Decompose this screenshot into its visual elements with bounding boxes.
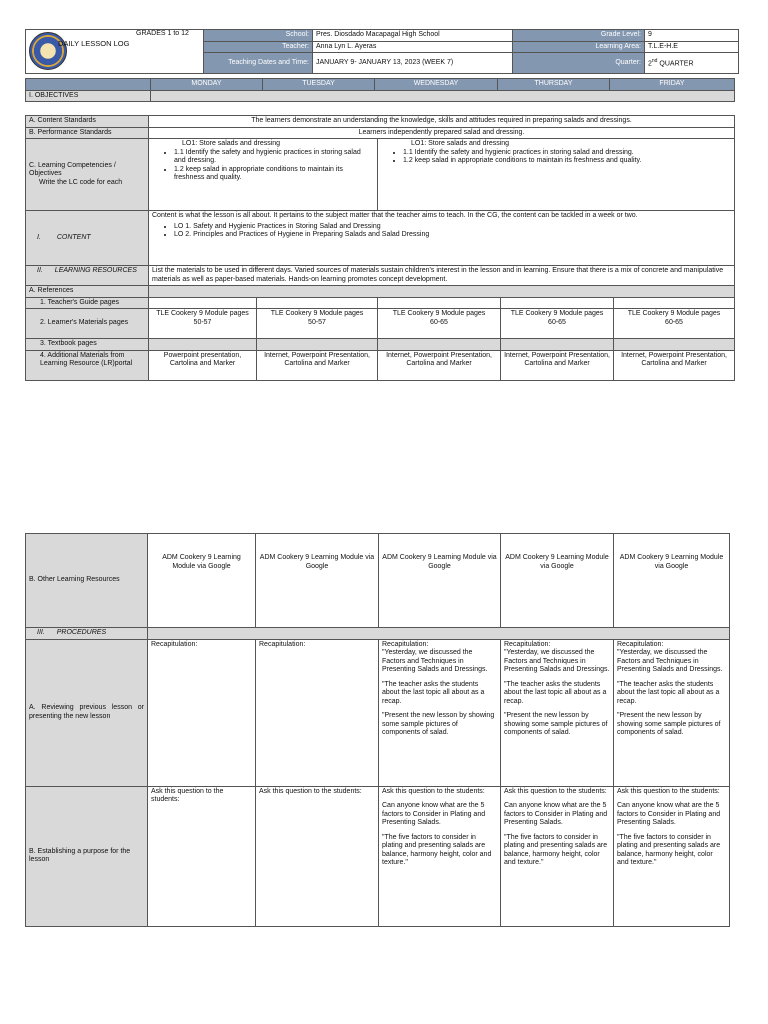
other-label: B. Other Learning Resources bbox=[26, 534, 148, 628]
content-standards-label: A. Content Standards bbox=[26, 116, 149, 128]
other-thu: ADM Cookery 9 Learning Module via Google bbox=[501, 534, 614, 628]
dates-label: Teaching Dates and Time: bbox=[204, 53, 313, 74]
lo-right-title: LO1: Store salads and dressing bbox=[411, 140, 510, 147]
textbook-mon bbox=[149, 339, 257, 351]
learners-pages: 60-65 bbox=[665, 318, 683, 326]
day-tuesday: TUESDAY bbox=[263, 79, 375, 91]
lo-left-item: • 1.2 keep salad in appropriate conditions to maintain its freshness and quality. bbox=[174, 166, 374, 183]
resources-num: II. bbox=[37, 267, 43, 274]
review-head: Recapitulation: bbox=[617, 640, 664, 648]
additional-mon: Powerpoint presentation, Cartolina and Marker bbox=[149, 350, 257, 380]
quarter-text: QUARTER bbox=[659, 60, 694, 68]
textbook-label: 3. Textbook pages bbox=[26, 339, 149, 351]
review-label: A. Reviewing previous lesson or presenting the new lesson bbox=[26, 639, 148, 786]
resources-note: List the materials to be used in different days. Varied sources of materials sustain children's interest in the lesson and in learning. Ensure that there is a mix of concrete and manipulative materials as well as paper-based materials. Hands-on learning promotes concept development. bbox=[149, 266, 735, 286]
purpose-p1: Can anyone know what are the 5 factors to Consider in Plating and Presenting Salads. bbox=[382, 802, 486, 826]
purpose-p2: "The five factors to consider in plating and presenting salads are balance, harmony height, color and texture." bbox=[504, 833, 608, 866]
resources-label-cell bbox=[26, 266, 149, 286]
learners-fri bbox=[614, 309, 735, 339]
learners-title: TLE Cookery 9 Module pages bbox=[270, 310, 364, 317]
teachers-guide-wed bbox=[378, 297, 501, 309]
objectives-row bbox=[151, 90, 735, 102]
day-thursday: THURSDAY bbox=[498, 79, 610, 91]
lo-right-item: • 1.2 keep salad in appropriate conditions to maintain its freshness and quality. bbox=[403, 157, 731, 166]
main-table-1 bbox=[25, 115, 734, 381]
references-row bbox=[149, 286, 735, 298]
textbook-tue bbox=[257, 339, 378, 351]
review-head: Recapitulation: bbox=[382, 640, 429, 648]
purpose-mon: Ask this question to the students: bbox=[148, 786, 256, 926]
grade-label: Grade Level: bbox=[513, 30, 645, 42]
purpose-thu bbox=[501, 786, 614, 926]
area-label: Learning Area: bbox=[513, 41, 645, 53]
performance-standards-label: B. Performance Standards bbox=[26, 127, 149, 139]
purpose-head: Ask this question to the students: bbox=[617, 787, 720, 795]
resources-label: LEARNING RESOURCES bbox=[54, 267, 137, 274]
review-fri bbox=[614, 639, 730, 786]
learners-pages: 50-57 bbox=[193, 318, 212, 326]
lo-left bbox=[149, 139, 378, 211]
content-item: • LO 1. Safety and Hygienic Practices in Storing Salad and Dressing bbox=[174, 223, 731, 232]
content-item: • LO 2. Principles and Practices of Hygiene in Preparing Salads and Salad Dressing bbox=[174, 231, 731, 240]
textbook-wed bbox=[378, 339, 501, 351]
additional-wed: Internet, Powerpoint Presentation, Cartolina and Marker bbox=[378, 350, 501, 380]
dll-title: DAILY LESSON LOG bbox=[58, 39, 130, 48]
competencies-label bbox=[26, 139, 149, 211]
content-label: CONTENT bbox=[56, 233, 91, 241]
learners-title: TLE Cookery 9 Module pages bbox=[510, 310, 604, 317]
learners-title: TLE Cookery 9 Module pages bbox=[156, 310, 249, 317]
content-label-cell bbox=[26, 211, 149, 266]
purpose-p1: Can anyone know what are the 5 factors to Consider in Plating and Presenting Salads. bbox=[617, 802, 721, 826]
quarter-suffix: nd bbox=[651, 58, 658, 65]
review-p1: "Yesterday, we discussed the Factors and Techniques in Presenting Salads and Dressings. bbox=[504, 649, 610, 673]
procedures-row bbox=[148, 628, 730, 640]
learners-pages: 60-65 bbox=[548, 318, 566, 326]
school-value: Pres. Diosdado Macapagal High School bbox=[313, 30, 513, 42]
days-block bbox=[25, 78, 734, 102]
purpose-p2: "The five factors to consider in plating and presenting salads are balance, harmony height, color and texture." bbox=[382, 833, 492, 866]
lo-left-item: • 1.1 Identify the safety and hygienic practices in storing salad and dressing. bbox=[174, 149, 374, 166]
learners-thu bbox=[501, 309, 614, 339]
teacher-label: Teacher: bbox=[204, 41, 313, 53]
quarter-value bbox=[645, 53, 739, 74]
quarter-label: Quarter: bbox=[513, 53, 645, 74]
review-wed bbox=[379, 639, 501, 786]
review-p1: "Yesterday, we discussed the Factors and Techniques in Presenting Salads and Dressings. bbox=[617, 649, 723, 673]
review-p2: "The teacher asks the students about the last topic all about as a recap. bbox=[382, 680, 485, 705]
performance-standards-value: Learners independently prepared salad and dressing. bbox=[149, 127, 735, 139]
additional-tue: Internet, Powerpoint Presentation, Cartolina and Marker bbox=[257, 350, 378, 380]
dates-value: JANUARY 9- JANUARY 13, 2023 (WEEK 7) bbox=[313, 53, 513, 74]
day-friday: FRIDAY bbox=[610, 79, 735, 91]
review-p1: "Yesterday, we discussed the Factors and Techniques in Presenting Salads and Dressings. bbox=[382, 649, 488, 673]
days-corner bbox=[26, 79, 151, 91]
additional-label: 4. Additional Materials from Learning Resource (LR)portal bbox=[26, 350, 149, 380]
lo-right bbox=[378, 139, 735, 211]
review-tue: Recapitulation: bbox=[256, 639, 379, 786]
learners-title: TLE Cookery 9 Module pages bbox=[627, 310, 721, 317]
purpose-head: Ask this question to the students: bbox=[382, 787, 485, 795]
procedures-label-cell bbox=[26, 628, 148, 640]
area-value: T.L.E-H.E bbox=[645, 41, 739, 53]
competencies-note: Write the LC code for each bbox=[39, 178, 123, 186]
teachers-guide-label: 1. Teacher's Guide pages bbox=[26, 297, 149, 309]
procedures-label: PROCEDURES bbox=[56, 629, 107, 636]
learners-label: 2. Learner's Materials pages bbox=[26, 309, 149, 339]
review-p3: "Present the new lesson by showing some sample pictures of components of salad. bbox=[617, 712, 721, 736]
purpose-p2: "The five factors to consider in plating and presenting salads are balance, harmony height, color and texture." bbox=[617, 833, 721, 866]
content-note: Content is what the lesson is all about. It pertains to the subject matter that the teacher aims to teach. In the CG, the content can be tackled in a week or two. bbox=[152, 212, 638, 219]
content-value bbox=[149, 211, 735, 266]
content-list bbox=[152, 223, 731, 240]
purpose-head: Ask this question to the students: bbox=[504, 787, 607, 795]
purpose-label: B. Establishing a purpose for the lesson bbox=[26, 786, 148, 926]
purpose-fri bbox=[614, 786, 730, 926]
learners-pages: 60-65 bbox=[430, 318, 448, 326]
grade-value: 9 bbox=[645, 30, 739, 42]
review-p3: "Present the new lesson by showing some sample pictures of components of salad. bbox=[504, 712, 608, 736]
learners-wed bbox=[378, 309, 501, 339]
competencies-title: C. Learning Competencies / Objectives bbox=[29, 161, 116, 178]
additional-fri: Internet, Powerpoint Presentation, Cartolina and Marker bbox=[614, 350, 735, 380]
content-standards-value: The learners demonstrate an understanding the knowledge, skills and attitudes required in preparing salads and dressings. bbox=[149, 116, 735, 128]
review-p2: "The teacher asks the students about the last topic all about as a recap. bbox=[504, 680, 607, 705]
content-num: I. bbox=[37, 233, 41, 241]
additional-thu: Internet, Powerpoint Presentation, Cartolina and Marker bbox=[501, 350, 614, 380]
review-head: Recapitulation: bbox=[504, 640, 551, 648]
main-table-2 bbox=[25, 533, 729, 927]
learners-title: TLE Cookery 9 Module pages bbox=[392, 310, 486, 317]
learners-mon bbox=[149, 309, 257, 339]
other-tue: ADM Cookery 9 Learning Module via Google bbox=[256, 534, 379, 628]
references-label: A. References bbox=[26, 286, 149, 298]
quarter-number: 2 bbox=[648, 60, 652, 68]
grades-label: GRADES 1 to 12 bbox=[136, 30, 189, 37]
objectives-label: I. OBJECTIVES bbox=[26, 90, 151, 102]
textbook-fri bbox=[614, 339, 735, 351]
review-thu bbox=[501, 639, 614, 786]
teacher-value: Anna Lyn L. Ayeras bbox=[313, 41, 513, 53]
teachers-guide-mon bbox=[149, 297, 257, 309]
header-title-cell bbox=[26, 30, 204, 74]
procedures-num: III. bbox=[37, 629, 45, 636]
textbook-thu bbox=[501, 339, 614, 351]
other-fri: ADM Cookery 9 Learning Module via Google bbox=[614, 534, 730, 628]
other-wed: ADM Cookery 9 Learning Module via Google bbox=[379, 534, 501, 628]
teachers-guide-thu bbox=[501, 297, 614, 309]
learners-pages: 50-57 bbox=[308, 318, 326, 326]
review-p2: "The teacher asks the students about the last topic all about as a recap. bbox=[617, 680, 720, 705]
day-monday: MONDAY bbox=[151, 79, 263, 91]
school-label: School: bbox=[204, 30, 313, 42]
teachers-guide-tue bbox=[257, 297, 378, 309]
purpose-p1: Can anyone know what are the 5 factors to Consider in Plating and Presenting Salads. bbox=[504, 802, 608, 826]
purpose-wed bbox=[379, 786, 501, 926]
lo-right-list bbox=[381, 149, 731, 166]
review-p3: "Present the new lesson by showing some sample pictures of components of salad. bbox=[382, 712, 495, 736]
header-block bbox=[25, 29, 738, 70]
other-mon: ADM Cookery 9 Learning Module via Google bbox=[148, 534, 256, 628]
teachers-guide-fri bbox=[614, 297, 735, 309]
learners-tue bbox=[257, 309, 378, 339]
lo-left-title: LO1: Store salads and dressing bbox=[182, 140, 281, 147]
lo-right-item: • 1.1 Identify the safety and hygienic practices in storing salad and dressing. bbox=[403, 149, 731, 158]
lo-left-list bbox=[152, 149, 374, 183]
review-mon: Recapitulation: bbox=[148, 639, 256, 786]
deped-seal-icon bbox=[29, 32, 67, 70]
day-wednesday: WEDNESDAY bbox=[375, 79, 498, 91]
purpose-tue: Ask this question to the students: bbox=[256, 786, 379, 926]
